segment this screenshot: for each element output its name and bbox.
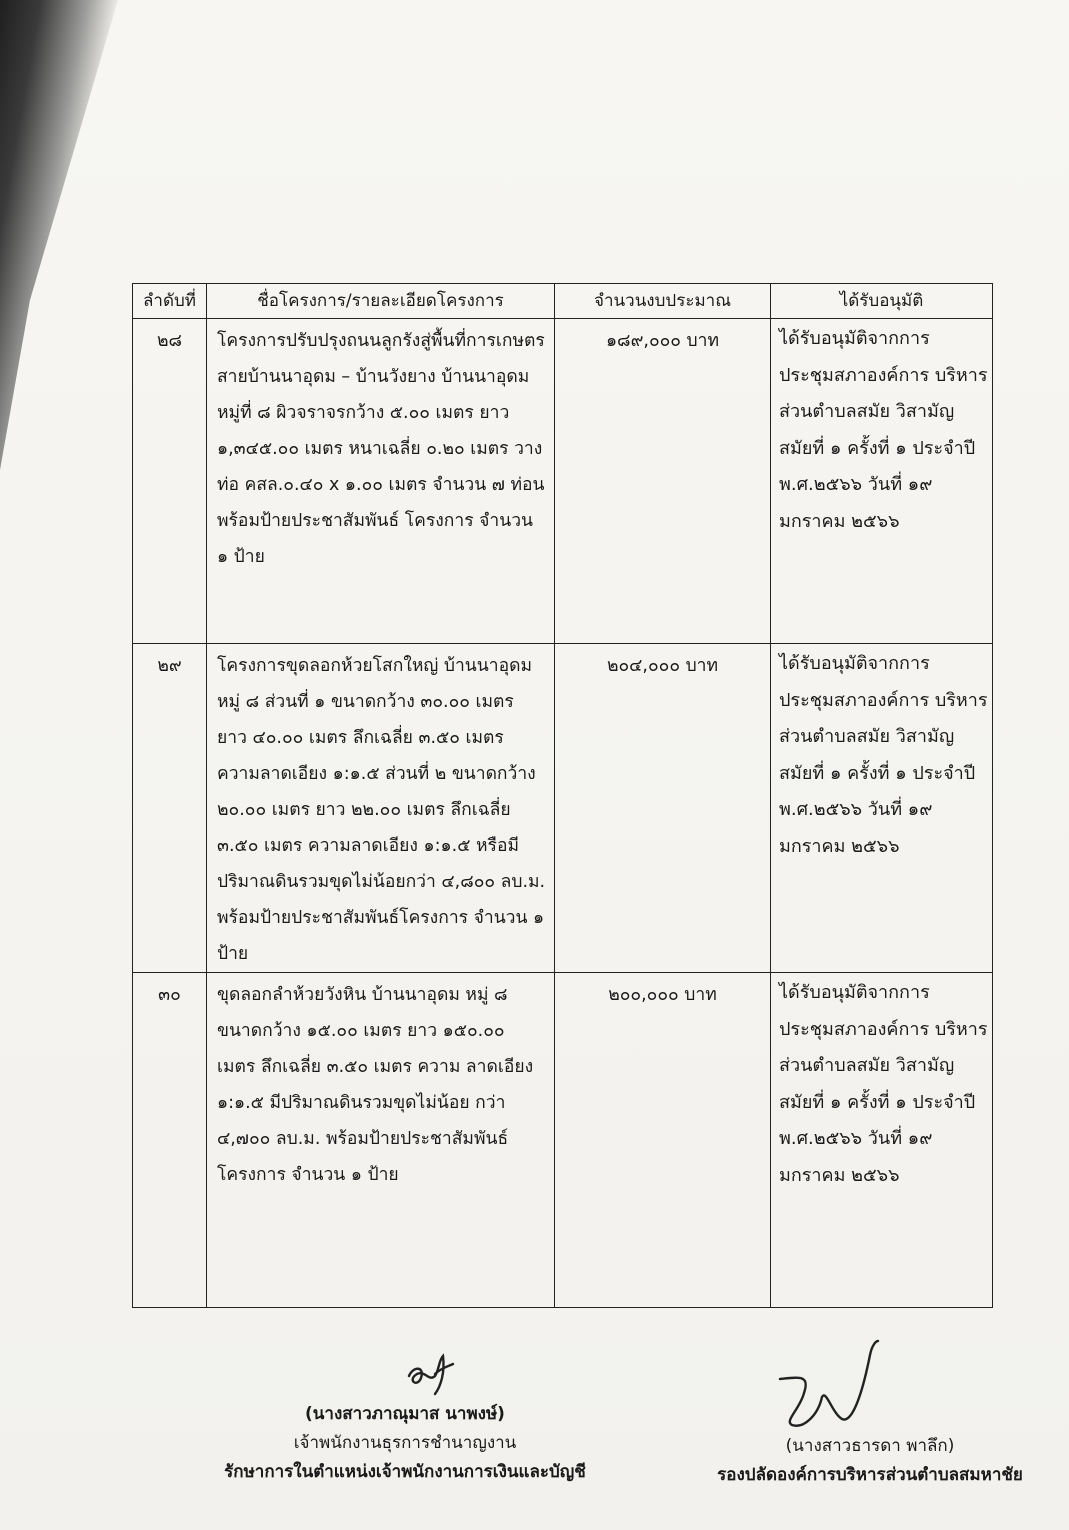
budget-amount: ๒๐๐,๐๐๐ บาท bbox=[555, 973, 771, 1308]
header-budget: จำนวนงบประมาณ bbox=[555, 284, 771, 319]
left-signer-name: (นางสาวภาณุมาส นาพงษ์) bbox=[305, 1404, 505, 1424]
table-row bbox=[133, 644, 993, 973]
right-signer-position: รองปลัดองค์การบริหารส่วนตำบลสมหาชัย bbox=[717, 1465, 1023, 1485]
approval-text: ได้รับอนุมัติจากการ ประชุมสภาองค์การ บริหารส่วนตำบลสมัย วิสามัญ สมัยที่ ๑ ครั้งที่ ๑ ประจำปี พ.ศ.๒๕๖๖ วันที่ ๑๙ มกราคม ๒๕๖๖ bbox=[771, 644, 993, 973]
approval-text: ได้รับอนุมัติจากการ ประชุมสภาองค์การ บริหารส่วนตำบลสมัย วิสามัญ สมัยที่ ๑ ครั้งที่ ๑ ประจำปี พ.ศ.๒๕๖๖ วันที่ ๑๙ มกราคม ๒๕๖๖ bbox=[771, 973, 993, 1308]
approval-text: ได้รับอนุมัติจากการ ประชุมสภาองค์การ บริหารส่วนตำบลสมัย วิสามัญ สมัยที่ ๑ ครั้งที่ ๑ ประจำปี พ.ศ.๒๕๖๖ วันที่ ๑๙ มกราคม ๒๕๖๖ bbox=[771, 319, 993, 644]
right-signature-block bbox=[690, 1432, 1050, 1490]
table-row bbox=[133, 973, 993, 1308]
right-signer-name: (นางสาวธารดา พาลึก) bbox=[785, 1436, 955, 1456]
header-project: ชื่อโครงการ/รายละเอียดโครงการ bbox=[207, 284, 555, 319]
row-number: ๒๘ bbox=[133, 319, 207, 644]
header-approval: ได้รับอนุมัติ bbox=[771, 284, 993, 319]
project-detail: ขุดลอกลำห้วยวังหิน บ้านนาอุดม หมู่ ๘ ขนาดกว้าง ๑๕.๐๐ เมตร ยาว ๑๕๐.๐๐ เมตร ลึกเฉลี่ย ๓.๕๐ เมตร ความ ลาดเอียง ๑:๑.๕ มีปริมาณดินรวมขุดไม่น้อย กว่า ๔,๗๐๐ ลบ.ม. พร้อมป้ายประชาสัมพันธ์ โครงการ จำนวน ๑ ป้าย bbox=[207, 973, 555, 1308]
left-signature-block bbox=[140, 1400, 670, 1487]
right-signature-mark bbox=[770, 1335, 890, 1430]
project-detail: โครงการขุดลอกห้วยโสกใหญ่ บ้านนาอุดม หมู่ ๘ ส่วนที่ ๑ ขนาดกว้าง ๓๐.๐๐ เมตร ยาว ๔๐.๐๐ เมตร ลึกเฉลี่ย ๓.๕๐ เมตร ความลาดเอียง ๑:๑.๕ ส่วนที่ ๒ ขนาดกว้าง ๒๐.๐๐ เมตร ยาว ๒๒.๐๐ เมตร ลึกเฉลี่ย ๓.๕๐ เมตร ความลาดเอียง ๑:๑.๕ หรือมี ปริมาณดินรวมขุดไม่น้อยกว่า ๔,๘๐๐ ลบ.ม. พร้อมป้ายประชาสัมพันธ์โครงการ จำนวน ๑ ป้าย bbox=[207, 644, 555, 973]
project-detail: โครงการปรับปรุงถนนลูกรังสู่พื้นที่การเกษตร สายบ้านนาอุดม – บ้านวังยาง บ้านนาอุดม หมู่ที่ ๘ ผิวจราจรกว้าง ๕.๐๐ เมตร ยาว ๑,๓๔๕.๐๐ เมตร หนาเฉลี่ย ๐.๒๐ เมตร วาง ท่อ คสล.๐.๔๐ x ๑.๐๐ เมตร จำนวน ๗ ท่อน พร้อมป้ายประชาสัมพันธ์ โครงการ จำนวน ๑ ป้าย bbox=[207, 319, 555, 644]
row-number: ๓๐ bbox=[133, 973, 207, 1308]
table-header-row bbox=[133, 284, 993, 319]
left-signer-acting: รักษาการในตำแหน่งเจ้าพนักงานการเงินและบัญชี bbox=[224, 1462, 586, 1482]
left-signer-position: เจ้าพนักงานธุรการชำนาญงาน bbox=[293, 1433, 517, 1453]
budget-amount: ๑๘๙,๐๐๐ บาท bbox=[555, 319, 771, 644]
table-row bbox=[133, 319, 993, 644]
budget-table bbox=[132, 283, 993, 1308]
left-signature-mark bbox=[395, 1338, 465, 1400]
row-number: ๒๙ bbox=[133, 644, 207, 973]
budget-amount: ๒๐๔,๐๐๐ บาท bbox=[555, 644, 771, 973]
header-no: ลำดับที่ bbox=[133, 284, 207, 319]
